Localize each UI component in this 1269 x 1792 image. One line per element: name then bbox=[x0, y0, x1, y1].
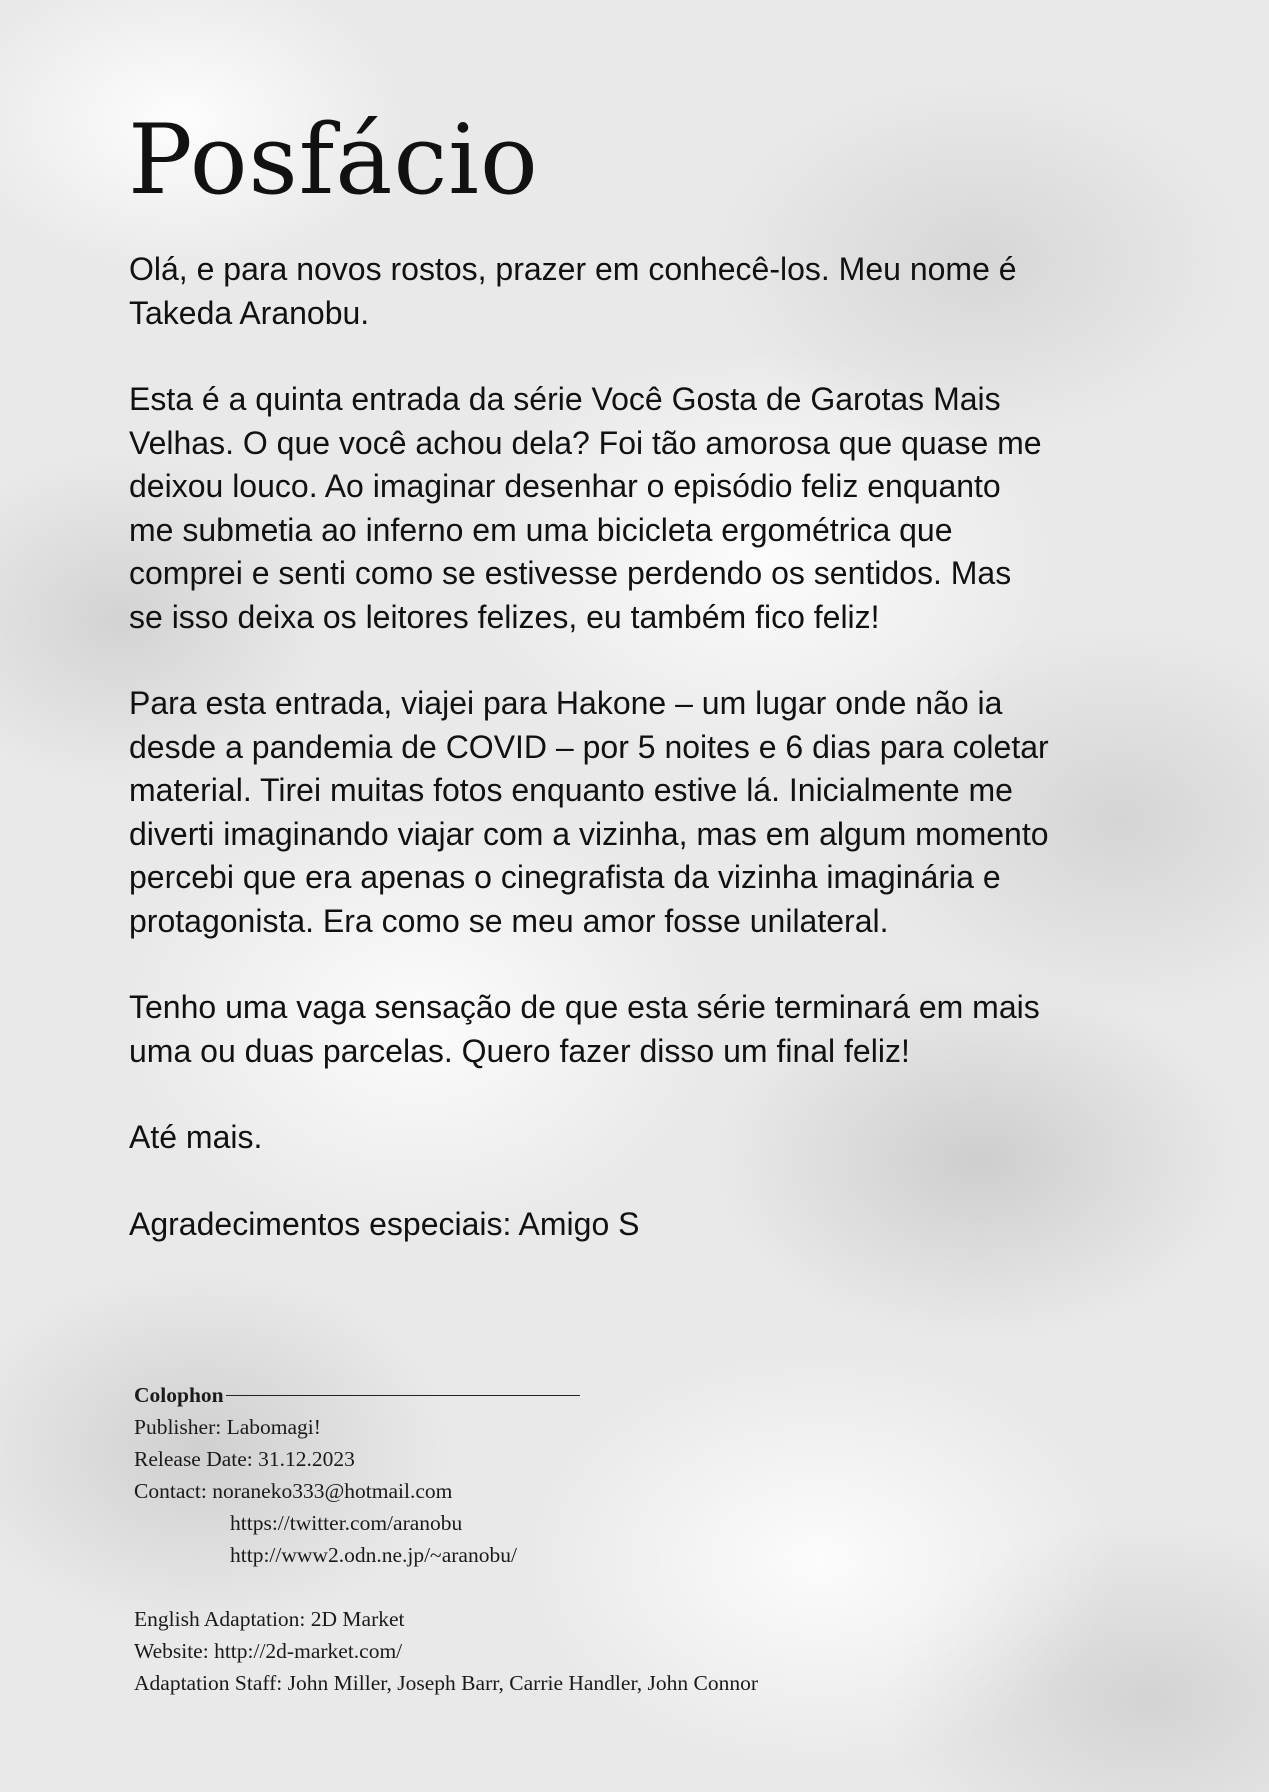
page-title: Posfácio bbox=[128, 104, 539, 216]
english-adaptation-line: English Adaptation: 2D Market bbox=[134, 1607, 405, 1631]
paragraph-ending: Tenho uma vaga sensação de que esta série terminará em mais uma ou duas parcelas. Quero fazer disso um final feliz! bbox=[129, 989, 1040, 1069]
paragraph-hakone: Para esta entrada, viajei para Hakone – um lugar onde não ia desde a pandemia de COVID – por 5 noites e 6 dias para coletar material. Tirei muitas fotos enquanto estive lá. Inicialmente me diverti imaginando viajar com a vizinha, mas em algum momento percebi que era apenas o cinegrafista da vizinha imaginária e protagonista. Era como se meu amor fosse unilateral. bbox=[129, 685, 1049, 939]
contact-twitter-link[interactable]: https://twitter.com/aranobu bbox=[230, 1511, 463, 1535]
paragraph-greeting: Olá, e para novos rostos, prazer em conhecê-los. Meu nome é Takeda Aranobu. bbox=[129, 251, 1017, 331]
release-date-line: Release Date: 31.12.2023 bbox=[134, 1447, 355, 1471]
website-line: Website: http://2d-market.com/ bbox=[134, 1639, 403, 1663]
adaptation-staff-line: Adaptation Staff: John Miller, Joseph Barr, Carrie Handler, John Connor bbox=[134, 1671, 758, 1695]
paragraph-thanks: Agradecimentos especiais: Amigo S bbox=[129, 1205, 640, 1242]
publisher-line: Publisher: Labomagi! bbox=[134, 1415, 321, 1439]
colophon-divider bbox=[226, 1395, 580, 1396]
colophon-heading: Colophon bbox=[134, 1383, 224, 1407]
paragraph-farewell: Até mais. bbox=[129, 1119, 263, 1155]
colophon bbox=[134, 1379, 934, 1699]
paragraph-series: Esta é a quinta entrada da série Você Gosta de Garotas Mais Velhas. O que você achou dela? Foi tão amorosa que quase me deixou louco. Ao imaginar desenhar o episódio feliz enquanto me submetia ao inferno em uma bicicleta ergométrica que comprei e senti como se estivesse perdendo os sentidos. Mas se isso deixa os leitores felizes, eu também fico feliz! bbox=[129, 381, 1042, 635]
contact-homepage-link[interactable]: http://www2.odn.ne.jp/~aranobu/ bbox=[230, 1543, 517, 1567]
afterword-body bbox=[129, 248, 1149, 1289]
colophon-header bbox=[134, 1379, 934, 1411]
contact-email-line: Contact: noraneko333@hotmail.com bbox=[134, 1479, 453, 1503]
colophon-spacer bbox=[134, 1571, 934, 1603]
